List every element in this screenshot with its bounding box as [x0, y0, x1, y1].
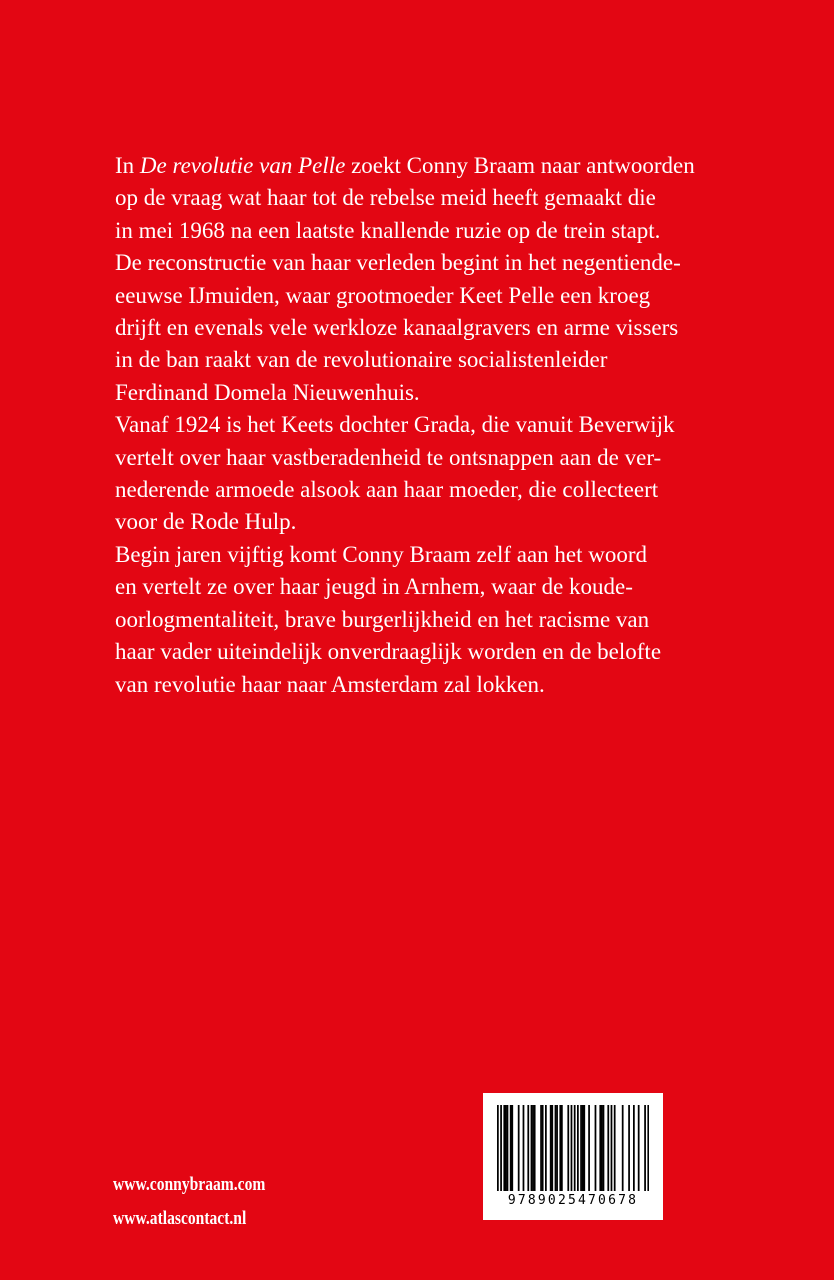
barcode-bar	[622, 1105, 624, 1191]
back-cover-blurb	[115, 150, 725, 701]
blurb-paragraph-3	[115, 539, 725, 701]
barcode-bar	[577, 1105, 579, 1191]
barcode-bar	[582, 1105, 584, 1191]
barcode-bar	[588, 1105, 590, 1191]
blurb-line: op de vraag wat haar tot de rebelse meid heeft gemaakt die	[115, 185, 656, 211]
barcode-bar	[551, 1105, 553, 1191]
website-links	[113, 1168, 299, 1236]
blurb-line: voor de Rode Hulp.	[115, 509, 297, 535]
blurb-paragraph-1	[115, 150, 725, 409]
blurb-line: oorlogmentaliteit, brave burgerlijkheid en het racisme van	[115, 606, 650, 632]
blurb-line: haar vader uiteindelijk onverdraaglijk worden en de belofte	[115, 639, 662, 665]
barcode-bar	[556, 1105, 558, 1191]
barcode-bar	[545, 1105, 547, 1191]
blurb-line: eeuwse IJmuiden, waar grootmoeder Keet Pelle een kroeg	[115, 282, 651, 308]
barcode-bar	[523, 1105, 525, 1191]
barcode-bar	[628, 1105, 630, 1191]
blurb-line: vertelt over haar vastberadenheid te ontsnappen aan de ver-	[115, 444, 662, 470]
barcode-bar	[599, 1105, 601, 1191]
barcode-bar	[503, 1105, 505, 1191]
blurb-line: In De revolutie van Pelle zoekt Conny Braam naar antwoorden	[115, 153, 695, 178]
barcode-bar	[555, 1105, 557, 1191]
blurb-line: en vertelt ze over haar jeugd in Arnhem, waar de koude-	[115, 574, 633, 600]
barcode-bar	[611, 1105, 613, 1191]
barcode-bar	[531, 1105, 533, 1191]
barcode-bar	[540, 1105, 542, 1191]
blurb-line: nederende armoede alsook aan haar moeder, die collecteert	[115, 477, 659, 503]
barcode-bar	[644, 1105, 646, 1191]
barcode-bar	[559, 1105, 561, 1191]
barcode-bar	[633, 1105, 635, 1191]
barcode-bar	[571, 1105, 573, 1191]
barcode-bar	[532, 1105, 534, 1191]
barcode-bar	[497, 1105, 499, 1191]
barcode-bar	[574, 1105, 576, 1191]
blurb-line: in de ban raakt van de revolutionaire socialistenleider	[115, 347, 608, 373]
blurb-line: Vanaf 1924 is het Keets dochter Grada, die vanuit Beverwijk	[115, 412, 675, 438]
barcode-bar	[518, 1105, 520, 1191]
blurb-line: drijft en evenals vele werkloze kanaalgravers en arme vissers	[115, 315, 679, 341]
barcode-bar	[505, 1105, 507, 1191]
blurb-line: Begin jaren vijftig komt Conny Braam zelf aan het woord	[115, 541, 648, 567]
barcode-bar	[542, 1105, 544, 1191]
barcode	[483, 1093, 663, 1220]
blurb-paragraph-2	[115, 409, 725, 539]
blurb-line: in mei 1968 na een laatste knallende ruzie op de trein stapt.	[115, 217, 661, 243]
barcode-bar	[510, 1105, 512, 1191]
book-title: De revolutie van Pelle	[139, 153, 346, 178]
barcode-bar	[527, 1105, 529, 1191]
blurb-line: Ferdinand Domela Nieuwenhuis.	[115, 379, 420, 405]
barcode-bar	[550, 1105, 552, 1191]
barcode-bar	[507, 1105, 509, 1191]
barcode-bars	[497, 1105, 649, 1191]
barcode-bar	[580, 1105, 582, 1191]
barcode-bar	[583, 1105, 585, 1191]
barcode-bar	[511, 1105, 513, 1191]
blurb-line: De reconstructie van haar verleden begint in het negentiende-	[115, 250, 681, 276]
publisher-website-link[interactable]: www.atlascontact.nl	[113, 1208, 247, 1229]
barcode-bar	[567, 1105, 569, 1191]
blurb-line: van revolutie haar naar Amsterdam zal lokken.	[115, 671, 545, 697]
barcode-bar	[607, 1105, 609, 1191]
barcode-bar	[614, 1105, 616, 1191]
barcode-bar	[638, 1105, 640, 1191]
barcode-bar	[603, 1105, 605, 1191]
barcode-bar	[500, 1105, 502, 1191]
isbn-number: 9789025470678	[507, 1193, 639, 1208]
barcode-bar	[601, 1105, 603, 1191]
barcode-bar	[561, 1105, 563, 1191]
author-website-link[interactable]: www.connybraam.com	[113, 1174, 266, 1195]
barcode-bar	[534, 1105, 536, 1191]
barcode-bar	[647, 1105, 649, 1191]
barcode-bar	[595, 1105, 597, 1191]
